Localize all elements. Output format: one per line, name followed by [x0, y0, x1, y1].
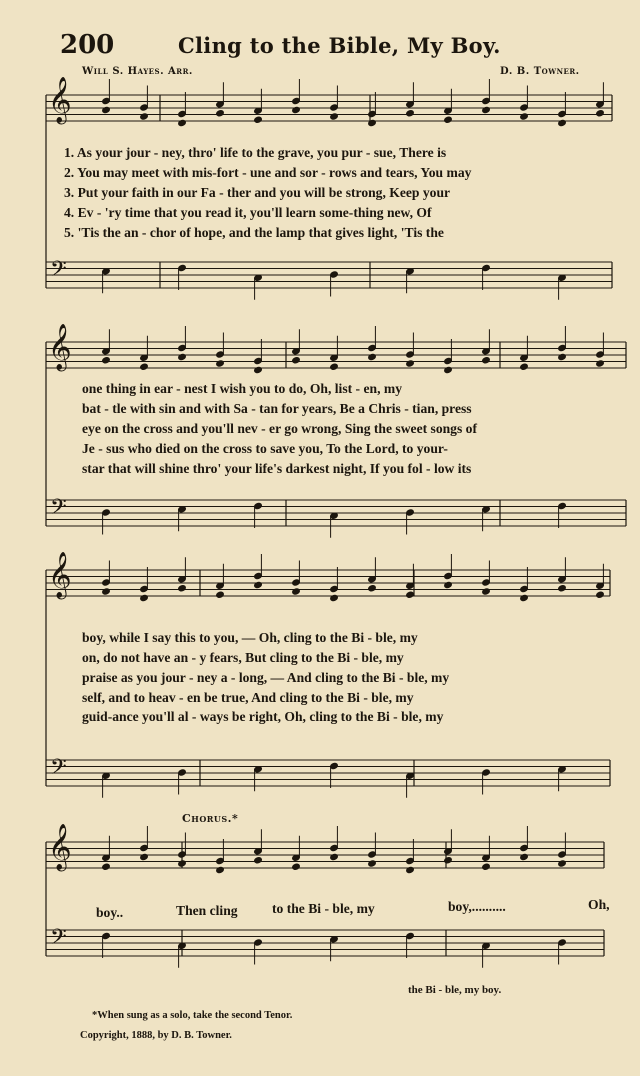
system2-treble-notehead: [254, 366, 263, 373]
system1-treble-notehead: [178, 119, 187, 126]
system4-treble-notehead: [102, 863, 111, 870]
system3-treble-notehead: [406, 591, 415, 598]
system2-lyric-line-1: one thing in ear - nest I wish you to do, Oh, list - en, my: [82, 381, 402, 396]
system2-lyric-line-5: star that will shine thro' your life's darkest night, If you fol - low its: [82, 461, 472, 476]
system4-bass-clef: 𝄢: [50, 925, 67, 955]
system4-treble-notehead: [292, 863, 301, 870]
system3-treble-clef: 𝄞: [48, 552, 72, 598]
system1-treble-notehead: [444, 116, 453, 123]
system1-treble-notehead: [596, 110, 605, 117]
system4-treble-notehead: [330, 853, 339, 860]
system2-lyric-line-3: eye on the cross and you'll nev - er go wrong, Sing the sweet songs of: [82, 421, 477, 436]
system4-treble-notehead: [178, 860, 187, 867]
system2-bass-clef: 𝄢: [50, 495, 67, 525]
chorus-label: Chorus.*: [182, 812, 239, 825]
system4-treble-notehead: [406, 866, 415, 873]
system3-treble-notehead: [102, 588, 111, 595]
system3-treble-notehead: [216, 591, 225, 598]
system1-treble-notehead: [140, 113, 149, 120]
system2-lyric-line-2: bat - tle with sin and with Sa - tan for years, Be a Chris - tian, press: [82, 401, 472, 416]
system2-treble-notehead: [292, 357, 301, 364]
hymn-number: 200: [60, 30, 115, 60]
system4-treble-notehead: [558, 860, 567, 867]
system3-treble-notehead: [558, 585, 567, 592]
system3-treble-notehead: [330, 594, 339, 601]
system4-treble-clef: 𝄞: [48, 824, 72, 870]
system4-treble-notehead: [482, 863, 491, 870]
system1-treble-notehead: [254, 116, 263, 123]
system2-treble-notehead: [330, 363, 339, 370]
system3-lyric-line-4: self, and to heav - en be true, And cling to the Bi - ble, my: [82, 690, 414, 705]
system3-lyric-line-2: on, do not have an - y fears, But cling to the Bi - ble, my: [82, 650, 404, 665]
system3-treble-notehead: [292, 588, 301, 595]
system1-treble-notehead: [216, 110, 225, 117]
system3-treble-notehead: [482, 588, 491, 595]
system4-treble-notehead: [140, 853, 149, 860]
system4-treble-notehead: [254, 857, 263, 864]
system2-treble-notehead: [368, 353, 377, 360]
system3-lyric-line-5: guid-ance you'll al - ways be right, Oh, cling to the Bi - ble, my: [82, 709, 444, 724]
system3-treble-notehead: [596, 591, 605, 598]
system2-treble-notehead: [216, 360, 225, 367]
system3-treble-notehead: [178, 585, 187, 592]
solo-footnote: *When sung as a solo, take the second Tenor.: [92, 1010, 293, 1021]
system2-treble-notehead: [140, 363, 149, 370]
hymn-title: Cling to the Bible, My Boy.: [178, 33, 501, 58]
chorus-bass-words: the Bi - ble, my boy.: [408, 984, 502, 996]
system1-treble-notehead: [558, 119, 567, 126]
chorus-word-to-the-bible: to the Bi - ble, my: [272, 901, 375, 916]
system3-treble-notehead: [444, 581, 453, 588]
system4-treble-notehead: [368, 860, 377, 867]
system3-bass-clef: 𝄢: [50, 755, 67, 785]
system2-treble-clef: 𝄞: [48, 324, 72, 370]
system1-treble-notehead: [292, 106, 301, 113]
system1-lyric-line-2: 2. You may meet with mis-fort - une and sor - rows and tears, You may: [64, 165, 472, 180]
system3-treble-notehead: [520, 594, 529, 601]
system2-treble-notehead: [444, 366, 453, 373]
system1-treble-clef: 𝄞: [48, 77, 72, 123]
system2-treble-notehead: [520, 363, 529, 370]
system1-treble-notehead: [482, 106, 491, 113]
lyricist-credit: Will S. Hayes. Arr.: [82, 66, 193, 77]
system1-lyric-line-4: 4. Ev - 'ry time that you read it, you'll learn some-thing new, Of: [64, 205, 432, 220]
system1-treble-notehead: [102, 106, 111, 113]
system3-lyric-line-3: praise as you jour - ney a - long, — And cling to the Bi - ble, my: [82, 670, 450, 685]
system1-bass-clef: 𝄢: [50, 257, 67, 287]
system3-treble-notehead: [368, 585, 377, 592]
chorus-word-boy-held: boy,..........: [448, 899, 506, 914]
system2-treble-notehead: [178, 353, 187, 360]
system2-lyric-line-4: Je - sus who died on the cross to save you, To the Lord, to your-: [82, 441, 448, 456]
system4-treble-notehead: [520, 853, 529, 860]
system1-treble-notehead: [368, 119, 377, 126]
system1-treble-notehead: [406, 110, 415, 117]
system2-treble-notehead: [482, 357, 491, 364]
system1-treble-notehead: [330, 113, 339, 120]
chorus-word-boy: boy..: [96, 905, 124, 920]
system1-lyric-line-3: 3. Put your faith in our Fa - ther and you will be strong, Keep your: [64, 185, 451, 200]
system1-treble-notehead: [520, 113, 529, 120]
composer-credit: D. B. Towner.: [500, 66, 580, 77]
system3-treble-notehead: [254, 581, 263, 588]
copyright-notice: Copyright, 1888, by D. B. Towner.: [80, 1030, 232, 1041]
system2-treble-notehead: [558, 353, 567, 360]
system2-treble-notehead: [102, 357, 111, 364]
system4-treble-notehead: [216, 866, 225, 873]
system4-treble-notehead: [444, 857, 453, 864]
system1-lyric-line-5: 5. 'Tis the an - chor of hope, and the lamp that gives light, 'Tis the: [64, 225, 444, 240]
system2-treble-notehead: [406, 360, 415, 367]
system2-treble-notehead: [596, 360, 605, 367]
chorus-word-then-cling: Then cling: [176, 903, 238, 918]
system1-lyric-line-1: 1. As your jour - ney, thro' life to the grave, you pur - sue, There is: [64, 145, 447, 160]
chorus-word-oh: Oh,: [588, 897, 610, 912]
system3-treble-notehead: [140, 594, 149, 601]
system3-lyric-line-1: boy, while I say this to you, — Oh, cling to the Bi - ble, my: [82, 630, 418, 645]
